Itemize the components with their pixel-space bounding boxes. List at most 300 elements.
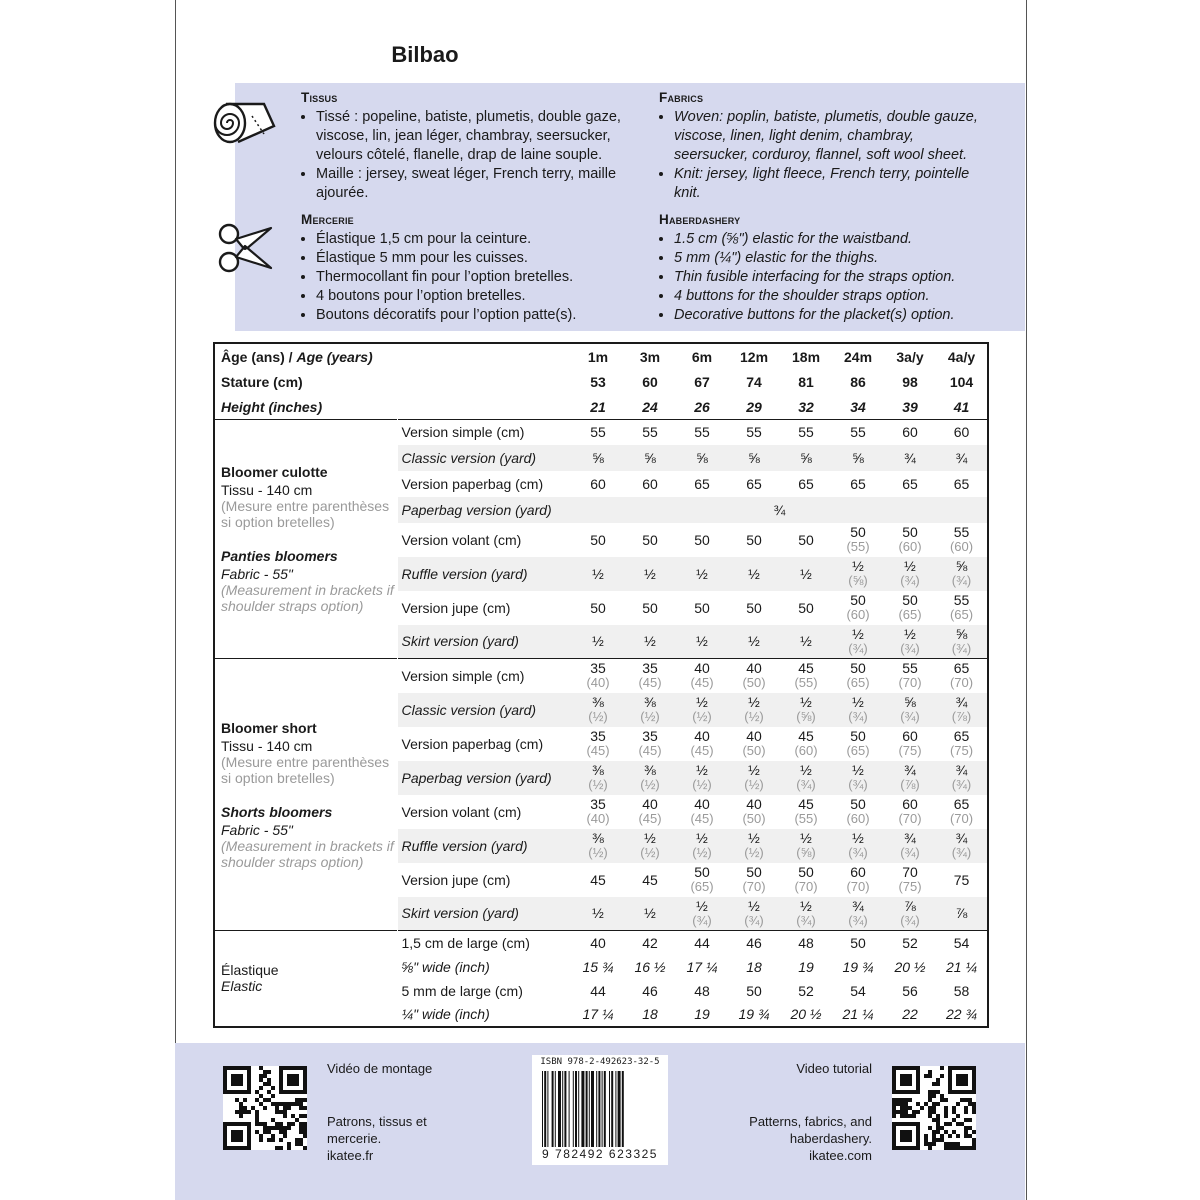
cell-value: 60 (642, 475, 658, 492)
cell-value-bracket: (70) (742, 879, 766, 894)
cell-value: ⅞ (955, 905, 968, 922)
list-item: • 4 boutons pour l’option bretelles. (316, 287, 641, 306)
header-value: 29 (746, 398, 762, 415)
table-cell (936, 625, 988, 659)
haberdashery-list-en (659, 230, 989, 325)
table-cell (728, 557, 780, 591)
video-tutorial-label-fr: Vidéo de montage (327, 1061, 433, 1076)
cell-value-bracket: (½) (640, 777, 660, 792)
header-value: 53 (590, 373, 606, 390)
cell-value: 45 (590, 871, 606, 888)
cell-value: ½ (696, 762, 708, 778)
header-value: 26 (694, 398, 710, 415)
cell-value-bracket: (½) (640, 845, 660, 860)
shop-text-en (700, 1113, 872, 1164)
row-label: Classic version (yard) (397, 445, 572, 471)
qr-code-icon[interactable] (892, 1066, 976, 1150)
table-cell (936, 420, 988, 445)
table-cell (832, 659, 884, 693)
cell-value-bracket: (75) (898, 743, 922, 758)
table-cell (936, 829, 988, 863)
cell-value: ½ (644, 565, 656, 582)
cell-value-bracket: (65) (846, 675, 870, 691)
cell-value: 60 (590, 475, 606, 492)
cell-value-bracket: (60) (949, 539, 974, 554)
table-cell (572, 523, 624, 557)
cell-value: ½ (696, 633, 708, 650)
header-value: 39 (902, 398, 918, 415)
table-cell (832, 445, 884, 471)
table-cell (676, 795, 728, 829)
fabrics-list-en (659, 108, 989, 203)
cell-value: 50 (850, 524, 866, 540)
cell-value: ½ (696, 694, 708, 710)
table-cell (572, 795, 624, 829)
table-cell (832, 557, 884, 591)
header-value: 98 (902, 373, 918, 390)
cell-value: 35 (642, 728, 658, 744)
cell-value: ½ (748, 897, 760, 914)
table-cell (728, 523, 780, 557)
table-cell: 54 (850, 982, 866, 999)
cell-value: ⅝ (955, 558, 968, 574)
cell-value-bracket: (¾) (848, 912, 868, 928)
barcode-icon (532, 1055, 668, 1165)
table-header-row (214, 394, 988, 420)
table-cell (936, 557, 988, 591)
table-cell (624, 761, 676, 795)
table-cell: 18 (642, 1006, 658, 1022)
garment-name-fr: Bloomer short (221, 719, 317, 736)
list-item: • Maille : jersey, sweat léger, French terry, maille ajourée. (316, 165, 641, 203)
cell-value-bracket: (¾) (951, 845, 972, 860)
cell-value-bracket: (60) (846, 607, 870, 622)
table-cell: 50 (746, 982, 762, 999)
cell-value-bracket: (45) (638, 811, 662, 826)
table-cell (884, 761, 936, 795)
cell-value: 50 (694, 599, 710, 616)
cell-value-bracket: (70) (898, 675, 922, 691)
table-cell (780, 897, 832, 931)
cell-value: 70 (902, 864, 918, 880)
cell-value: 50 (798, 531, 814, 548)
header-value: 32 (798, 398, 814, 415)
cell-value: ½ (592, 565, 604, 582)
cell-value: 65 (798, 475, 814, 492)
list-item: • Boutons décoratifs pour l’option patte(s). (316, 306, 641, 325)
scissors-icon (215, 222, 275, 279)
row-label: Paperbag version (yard) (397, 761, 572, 795)
cell-value-bracket: (¾) (900, 709, 920, 724)
table-cell: 19 (694, 1006, 710, 1022)
cell-value: ⅞ (904, 897, 916, 914)
header-value: 41 (953, 398, 970, 415)
cell-value: 55 (850, 424, 866, 441)
cell-value: ½ (800, 897, 812, 914)
cell-value: ½ (800, 633, 812, 650)
table-cell (624, 795, 676, 829)
cell-value-bracket: (45) (638, 743, 662, 758)
cell-value-bracket: (70) (794, 879, 818, 894)
table-cell (572, 761, 624, 795)
cell-value: ½ (644, 905, 656, 922)
header-value: 3m (639, 348, 661, 365)
list-item: • Thermocollant fin pour l’option bretelles. (316, 268, 641, 287)
table-cell (624, 863, 676, 897)
cell-value-bracket: (½) (744, 709, 764, 724)
cell-value-bracket: (¾) (796, 912, 816, 928)
cell-value: 35 (590, 796, 606, 812)
table-cell (936, 863, 988, 897)
row-label: 1,5 cm de large (cm) (397, 931, 572, 955)
cell-value: ½ (904, 625, 916, 642)
table-cell (884, 659, 936, 693)
list-item: • 1.5 cm (⅝") elastic for the waistband. (674, 230, 989, 249)
row-label: Skirt version (yard) (397, 897, 572, 931)
cell-value: ⅝ (904, 694, 916, 710)
cell-value: ¾ (955, 449, 968, 466)
cell-value: 50 (850, 796, 866, 812)
cell-value: ½ (800, 762, 812, 778)
table-cell (884, 897, 936, 931)
row-label: Version paperbag (cm) (401, 475, 544, 492)
row-label: Version simple (cm) (397, 420, 572, 445)
table-cell (936, 761, 988, 795)
bracket-note-fr: (Mesure entre parenthèses si option bretelles) (221, 753, 390, 786)
header-value: 4a/y (947, 348, 976, 365)
cell-value: ½ (696, 565, 708, 582)
cell-value-bracket: (65) (898, 607, 922, 622)
table-cell: 19 ¾ (738, 1006, 770, 1022)
cell-value: ¾ (955, 694, 968, 710)
table-cell: 48 (694, 982, 710, 999)
table-cell (676, 445, 728, 471)
cell-value: ½ (852, 830, 864, 846)
table-cell: 58 (953, 982, 970, 999)
cell-value-bracket: (¾) (796, 777, 816, 792)
table-cell (624, 523, 676, 557)
table-cell (728, 727, 780, 761)
cell-value: 55 (746, 424, 762, 441)
qr-code-icon[interactable] (223, 1066, 307, 1150)
cell-value-bracket: (¾) (848, 709, 868, 724)
table-cell (676, 829, 728, 863)
shop-text-fr (327, 1113, 427, 1164)
table-cell (832, 795, 884, 829)
row-label: Paperbag version (yard) (397, 497, 572, 523)
bracket-note-fr: (Mesure entre parenthèses si option bretelles) (221, 498, 390, 530)
header-value: 24 (642, 398, 658, 415)
table-cell: 22 (902, 1006, 918, 1022)
table-cell (728, 659, 780, 693)
table-cell (728, 897, 780, 931)
cell-value-bracket: (¾) (951, 573, 972, 588)
materials-english (659, 88, 989, 331)
cell-value: ½ (748, 565, 760, 582)
header-label-en: Age (years) (296, 348, 373, 365)
table-cell (572, 420, 624, 445)
haberdashery-heading-fr: Mercerie (301, 212, 354, 227)
row-label: 5 mm de large (cm) (401, 982, 523, 999)
cell-value-bracket: (⅝) (848, 573, 868, 588)
table-cell: 50 (832, 931, 884, 955)
cell-value: 35 (642, 660, 658, 677)
table-cell (780, 523, 832, 557)
cell-value-bracket: (70) (898, 811, 922, 826)
table-cell (936, 471, 988, 497)
header-label (214, 343, 572, 369)
cell-value-bracket: (¾) (692, 912, 712, 928)
cell-value-bracket: (¾) (900, 912, 920, 928)
cell-value-bracket: (75) (898, 879, 922, 894)
cell-value: ½ (696, 897, 708, 914)
bracket-note-en: (Measurement in brackets if shoulder straps option) (221, 837, 394, 870)
table-cell: 54 (936, 931, 988, 955)
cell-value: ½ (904, 558, 916, 574)
header-value: 1m (587, 348, 609, 365)
cell-value: 50 (590, 599, 606, 616)
cell-value: 50 (850, 592, 866, 608)
cell-value: ½ (852, 694, 864, 710)
table-cell (832, 727, 884, 761)
header-value: 104 (949, 373, 974, 390)
fabric-width-en: Fabric - 55" (221, 821, 293, 838)
table-cell (624, 557, 676, 591)
list-item: • Tissé : popeline, batiste, plumetis, double gaze, viscose, lin, jean léger, chambray, seersucker, velours côtelé, flanelle, drap de laine souple. (316, 108, 641, 165)
cell-value: 40 (746, 796, 762, 812)
cell-value-bracket: (60) (794, 743, 818, 758)
cell-value-bracket: (½) (692, 709, 712, 724)
table-cell: 40 (572, 931, 624, 955)
table-cell (936, 727, 988, 761)
table-cell (884, 445, 936, 471)
header-label-en: Height (inches) (221, 398, 323, 415)
header-value: 18m (792, 348, 821, 365)
cell-value: 65 (953, 660, 970, 677)
table-cell (780, 727, 832, 761)
table-cell (780, 625, 832, 659)
cell-value: 45 (798, 728, 814, 744)
cell-value: ½ (644, 830, 656, 846)
table-cell (780, 557, 832, 591)
cell-value: 60 (902, 728, 918, 744)
cell-value: 60 (850, 864, 866, 880)
table-cell: 18 (746, 958, 762, 975)
fabrics-heading-fr: Tissus (301, 90, 338, 105)
table-cell (572, 625, 624, 659)
row-label: Version jupe (cm) (401, 599, 511, 616)
cell-value: 40 (746, 728, 762, 744)
cell-value: ⅜ (592, 694, 604, 710)
table-header-row (214, 369, 988, 394)
cell-value: 50 (746, 864, 762, 880)
website-link-fr[interactable]: ikatee.fr (327, 1148, 374, 1163)
header-label (214, 394, 572, 420)
cell-value: ⅝ (644, 449, 656, 466)
haberdashery-heading-en: Haberdashery (659, 212, 741, 227)
table-row (214, 420, 988, 445)
cell-value: ⅝ (748, 449, 760, 466)
table-cell (936, 897, 988, 931)
shop-line: haberdashery. (789, 1131, 872, 1146)
cell-value: 65 (746, 475, 762, 492)
table-cell (728, 591, 780, 625)
table-cell (572, 659, 624, 693)
garment-name-en: Panties bloomers (221, 548, 338, 564)
row-label: Ruffle version (yard) (397, 557, 572, 591)
cell-value: ⅜ (644, 694, 656, 710)
table-cell (676, 727, 728, 761)
cell-value: 55 (953, 592, 970, 608)
cell-value-bracket: (⅞) (900, 777, 920, 792)
cell-value-bracket: (45) (586, 743, 610, 758)
cell-value: 65 (902, 475, 918, 492)
table-cell (884, 625, 936, 659)
table-header-row (214, 343, 988, 369)
table-cell (780, 591, 832, 625)
cell-value: ½ (852, 625, 864, 642)
header-label-fr: Stature (cm) (221, 373, 303, 390)
table-cell (624, 829, 676, 863)
table-cell (832, 625, 884, 659)
table-cell (624, 471, 676, 497)
cell-value-bracket: (⅝) (796, 845, 816, 860)
table-cell (780, 445, 832, 471)
table-cell: 42 (624, 931, 676, 955)
table-cell (728, 795, 780, 829)
list-item: • Élastique 1,5 cm pour la ceinture. (316, 230, 641, 249)
table-cell (728, 471, 780, 497)
table-cell (676, 897, 728, 931)
table-cell (728, 445, 780, 471)
cell-value-bracket: (½) (692, 777, 712, 792)
table-cell (572, 727, 624, 761)
cell-value: ⅝ (592, 449, 604, 466)
table-cell (780, 420, 832, 445)
table-cell (936, 445, 988, 471)
elastic-name-en: Elastic (221, 978, 263, 995)
table-cell (728, 863, 780, 897)
cell-value-bracket: (45) (690, 675, 714, 691)
bracket-note-en: (Measurement in brackets if shoulder straps option) (221, 582, 394, 614)
cell-value-bracket: (⅞) (951, 709, 972, 724)
table-cell (936, 795, 988, 829)
cell-value-bracket: (½) (588, 777, 608, 792)
list-item: • Thin fusible interfacing for the straps option. (674, 268, 989, 287)
table-cell (936, 659, 988, 693)
elastic-name-fr: Élastique (221, 962, 279, 979)
cell-value: 35 (590, 728, 606, 744)
table-cell (728, 829, 780, 863)
cell-value-bracket: (55) (794, 675, 818, 691)
table-cell: 52 (884, 931, 936, 955)
table-row (214, 931, 988, 955)
table-cell: 22 ¾ (945, 1006, 978, 1022)
table-cell (624, 693, 676, 727)
header-label-fr: Âge (ans) / (221, 348, 297, 365)
list-item: • Decorative buttons for the placket(s) option. (674, 306, 989, 325)
cell-value: 65 (953, 796, 970, 812)
row-label: Version jupe (cm) (401, 871, 511, 888)
table-cell (676, 591, 728, 625)
table-cell (832, 897, 884, 931)
cell-value-bracket: (45) (690, 743, 714, 758)
cell-value-bracket: (40) (586, 675, 610, 691)
table-row (214, 659, 988, 693)
cell-value: 65 (953, 475, 970, 492)
cell-value: 50 (642, 531, 658, 548)
cell-value: ½ (748, 762, 760, 778)
cell-value: 50 (746, 599, 762, 616)
table-cell (884, 591, 936, 625)
row-label: ¼" wide (inch) (401, 1006, 490, 1022)
isbn-text: ISBN 978-2-492623-32-5 (540, 1057, 660, 1067)
cell-value: 40 (694, 660, 710, 677)
table-cell (780, 761, 832, 795)
cell-value: ½ (852, 558, 864, 574)
table-cell (728, 420, 780, 445)
table-cell (624, 420, 676, 445)
table-cell (624, 727, 676, 761)
cell-value: ½ (696, 830, 708, 846)
table-cell (676, 693, 728, 727)
table-cell (780, 863, 832, 897)
table-cell (728, 693, 780, 727)
website-link-en[interactable]: ikatee.com (809, 1148, 872, 1163)
table-cell: 19 ¾ (842, 958, 874, 975)
cell-value: 40 (694, 728, 710, 744)
table-cell (884, 471, 936, 497)
cell-value: ½ (852, 762, 864, 778)
cell-value-bracket: (40) (586, 811, 610, 826)
garment-description (214, 420, 397, 659)
cell-value: 55 (694, 424, 710, 441)
cell-value-bracket: (60) (898, 539, 922, 554)
cell-value: 55 (798, 424, 814, 441)
cell-value-bracket: (½) (744, 777, 764, 792)
cell-value: 50 (902, 592, 918, 608)
cell-value: ⅜ (592, 762, 604, 778)
cell-value-bracket: (½) (744, 845, 764, 860)
cell-value: 40 (694, 796, 710, 812)
cell-value: ¾ (904, 449, 916, 466)
cell-value: ⅝ (696, 449, 708, 466)
table-cell (884, 693, 936, 727)
table-cell (832, 693, 884, 727)
table-cell: 17 ¼ (582, 1006, 614, 1022)
cell-value-bracket: (¾) (900, 640, 920, 656)
cell-value-bracket: (¾) (900, 845, 920, 860)
cell-value: ¾ (852, 897, 864, 914)
cell-value: 55 (642, 424, 658, 441)
table-cell-merged: ¾ (572, 497, 988, 523)
cell-value: 50 (746, 531, 762, 548)
header-value: 86 (850, 373, 866, 390)
table-cell (884, 829, 936, 863)
header-value: 3a/y (896, 348, 924, 365)
table-cell: 46 (728, 931, 780, 955)
header-value: 21 (590, 398, 606, 415)
header-label (214, 369, 572, 394)
fabrics-list-fr (301, 108, 641, 203)
cell-value: 60 (953, 424, 970, 441)
table-cell (728, 625, 780, 659)
shop-line: Patrons, tissus et (327, 1114, 427, 1129)
table-cell (676, 523, 728, 557)
haberdashery-list-fr (301, 230, 641, 325)
fabrics-heading-en: Fabrics (659, 90, 704, 105)
list-item: • Élastique 5 mm pour les cuisses. (316, 249, 641, 268)
